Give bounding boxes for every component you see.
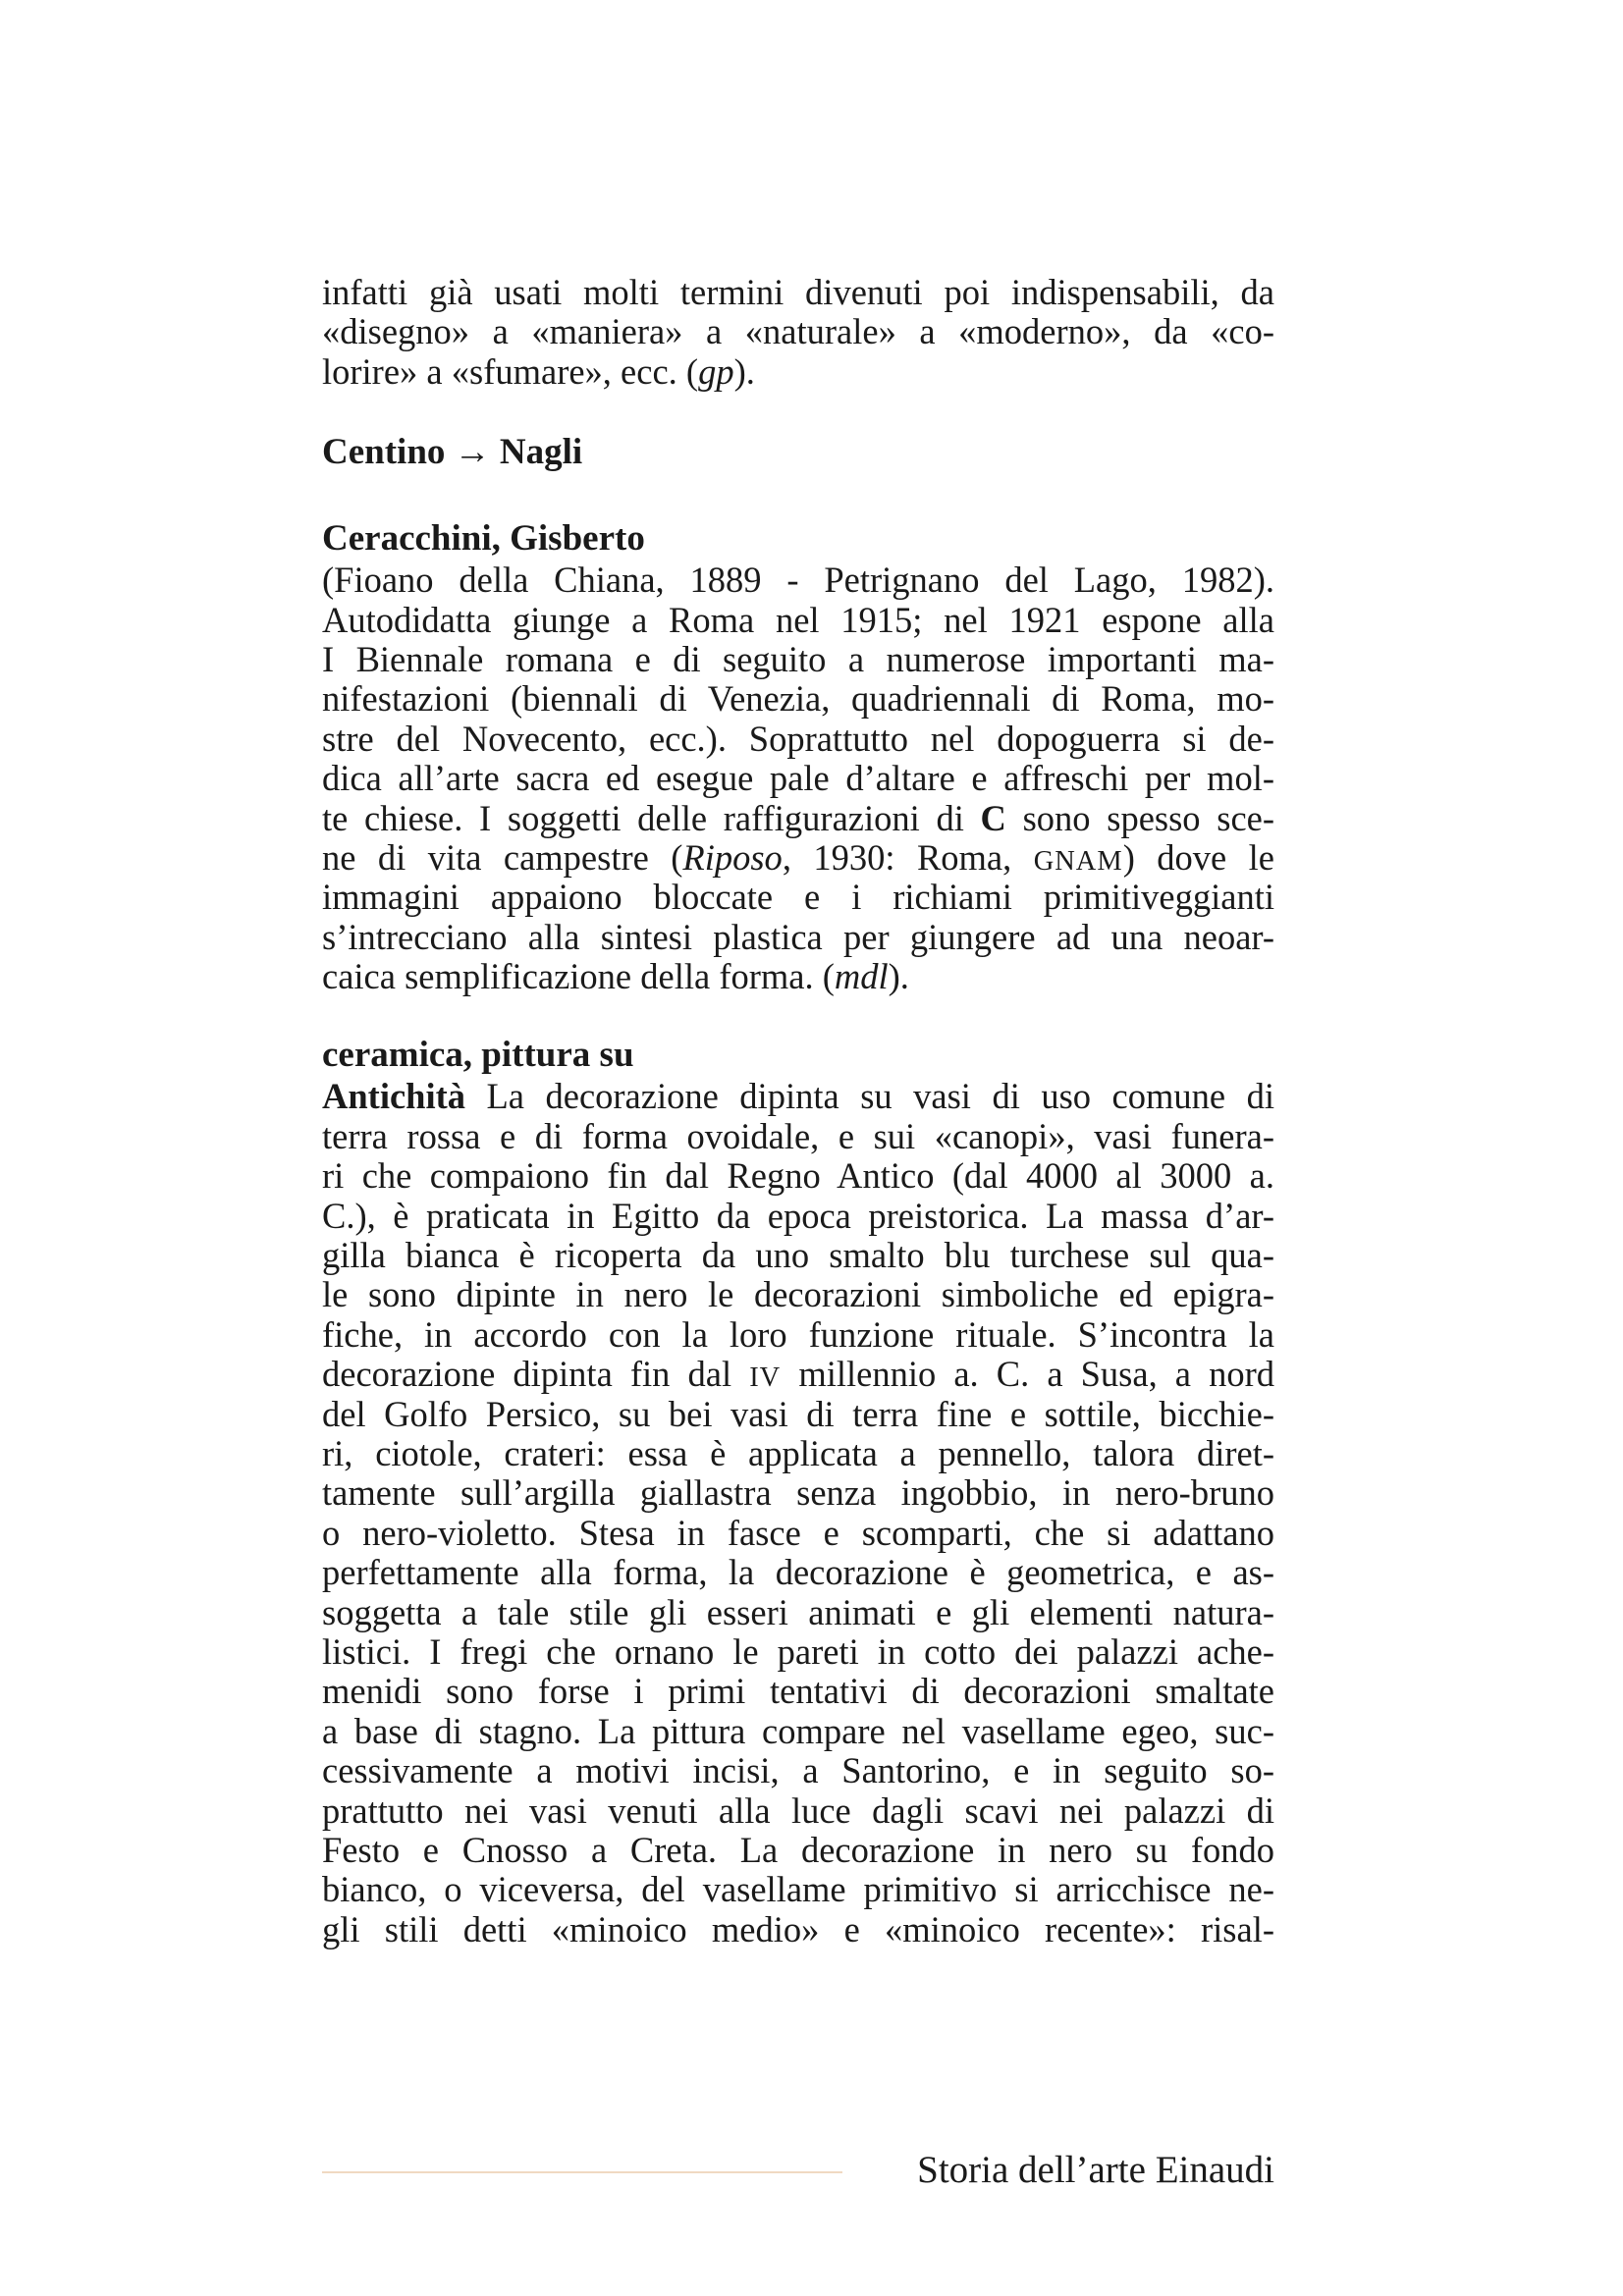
small-caps-numeral: IV <box>749 1362 782 1394</box>
entry-title-ceramica: ceramica, pittura su <box>322 1035 634 1076</box>
text-span: ne di vita campestre ( <box>322 836 683 878</box>
text-line: Festo e Cnosso a Creta. La decorazione in nero su fondo <box>322 1829 1274 1870</box>
text-line: (Fioano della Chiana, 1889 - Petrignano del Lago, 1982). <box>322 560 1274 601</box>
artwork-title: Riposo <box>682 836 783 878</box>
text-line: C.), è praticata in Egitto da epoca preistorica. La massa d’ar- <box>322 1195 1274 1236</box>
text-line: terra rossa e di forma ovoidale, e sui «canopi», vasi funera- <box>322 1115 1274 1156</box>
text-line: ri che compaiono fin dal Regno Antico (dal 4000 al 3000 a. <box>322 1155 1274 1197</box>
text-line <box>322 1077 1274 1116</box>
footer-rule <box>322 2171 842 2173</box>
text-line: I Biennale romana e di seguito a numerose importanti ma- <box>322 638 1274 679</box>
text-span: ). <box>733 350 755 392</box>
footer-title: Storia dell’arte Einaudi <box>917 2149 1274 2191</box>
see-arrow-icon: → <box>454 432 491 473</box>
text-span: La decorazione dipinta su vasi di uso comune di <box>465 1076 1274 1117</box>
author-sign: mdl <box>834 956 889 997</box>
text-line <box>322 1355 1274 1394</box>
text-line: dica all’arte sacra ed esegue pale d’altare e affreschi per mol- <box>322 758 1274 799</box>
text-line: a base di stagno. La pittura compare nel vasellame egeo, suc- <box>322 1710 1274 1751</box>
text-line: soggetta a tale stile gli esseri animati e gli elementi natura- <box>322 1591 1274 1632</box>
text-line: Autodidatta giunge a Roma nel 1915; nel 1921 espone alla <box>322 599 1274 640</box>
text-line: del Golfo Persico, su bei vasi di terra fine e sottile, bicchie- <box>322 1393 1274 1434</box>
text-line <box>322 957 1274 996</box>
text-line: gilla bianca è ricoperta da uno smalto blu turchese sul qua- <box>322 1235 1274 1276</box>
page-footer <box>322 2146 1274 2195</box>
cross-reference: Nagli <box>499 432 583 473</box>
text-line: infatti già usati molti termini divenuti poi indispensabili, da <box>322 272 1274 312</box>
text-line: immagini appaiono bloccate e i richiami primitiveggianti <box>322 877 1274 918</box>
text-span: te chiese. I soggetti delle raffigurazioni di <box>322 797 981 838</box>
entry-title-ceracchini: Ceracchini, Gisberto <box>322 518 645 560</box>
text-line: gli stili detti «minoico medio» e «minoico recente»: risal- <box>322 1908 1274 1949</box>
text-line <box>322 352 1274 392</box>
ceracchini-paragraph <box>322 561 1274 996</box>
text-span: , 1930: Roma, <box>782 836 1034 878</box>
author-sign: gp <box>698 350 734 392</box>
text-line: ri, ciotole, crateri: essa è applicata a pennello, talora diret- <box>322 1432 1274 1473</box>
text-line <box>322 838 1274 878</box>
small-caps-museum: GNAM <box>1033 845 1123 877</box>
text-span: decorazione dipinta fin dal <box>322 1354 750 1395</box>
ceramica-paragraph <box>322 1077 1274 1949</box>
text-span: caica semplificazione della forma. ( <box>322 956 835 997</box>
entry-title-centino <box>322 431 1274 474</box>
text-span: sono spesso sce- <box>1005 797 1275 838</box>
text-line <box>322 799 1274 838</box>
text-line: o nero-violetto. Stesa in fasce e scomparti, che si adattano <box>322 1512 1274 1553</box>
text-line: listici. I fregi che ornano le pareti in cotto dei palazzi ache- <box>322 1630 1274 1672</box>
text-line: tamente sull’argilla giallastra senza ingobbio, in nero-bruno <box>322 1472 1274 1514</box>
text-line: bianco, o viceversa, del vasellame primitivo si arricchisce ne- <box>322 1869 1274 1910</box>
text-line: fiche, in accordo con la loro funzione rituale. S’incontra la <box>322 1313 1274 1355</box>
entry-head: Centino <box>322 432 446 473</box>
text-span: ) dove le <box>1122 836 1274 878</box>
section-label: Antichità <box>322 1076 465 1117</box>
bold-abbreviation: C <box>980 797 1006 838</box>
text-line: menidi sono forse i primi tentativi di decorazioni smaltate <box>322 1671 1274 1712</box>
text-line: stre del Novecento, ecc.). Soprattutto nel dopoguerra si de- <box>322 718 1274 759</box>
text-span: millennio a. C. a Susa, a nord <box>781 1354 1275 1395</box>
text-line: s’intrecciano alla sintesi plastica per giungere ad una neoar- <box>322 916 1274 957</box>
text-line: prattutto nei vasi venuti alla luce dagli scavi nei palazzi di <box>322 1789 1274 1831</box>
text-line: le sono dipinte in nero le decorazioni simboliche ed epigra- <box>322 1274 1274 1315</box>
text-line: cessivamente a motivi incisi, a Santorino, e in seguito so- <box>322 1750 1274 1791</box>
text-line: perfettamente alla forma, la decorazione è geometrica, e as- <box>322 1552 1274 1593</box>
text-span: ). <box>888 956 909 997</box>
text-span: lorire» a «sfumare», ecc. ( <box>322 350 699 392</box>
page-body <box>322 273 1274 1949</box>
text-line: «disegno» a «maniera» a «naturale» a «moderno», da «co- <box>322 311 1274 352</box>
intro-paragraph <box>322 273 1274 392</box>
text-line: nifestazioni (biennali di Venezia, quadriennali di Roma, mo- <box>322 678 1274 720</box>
